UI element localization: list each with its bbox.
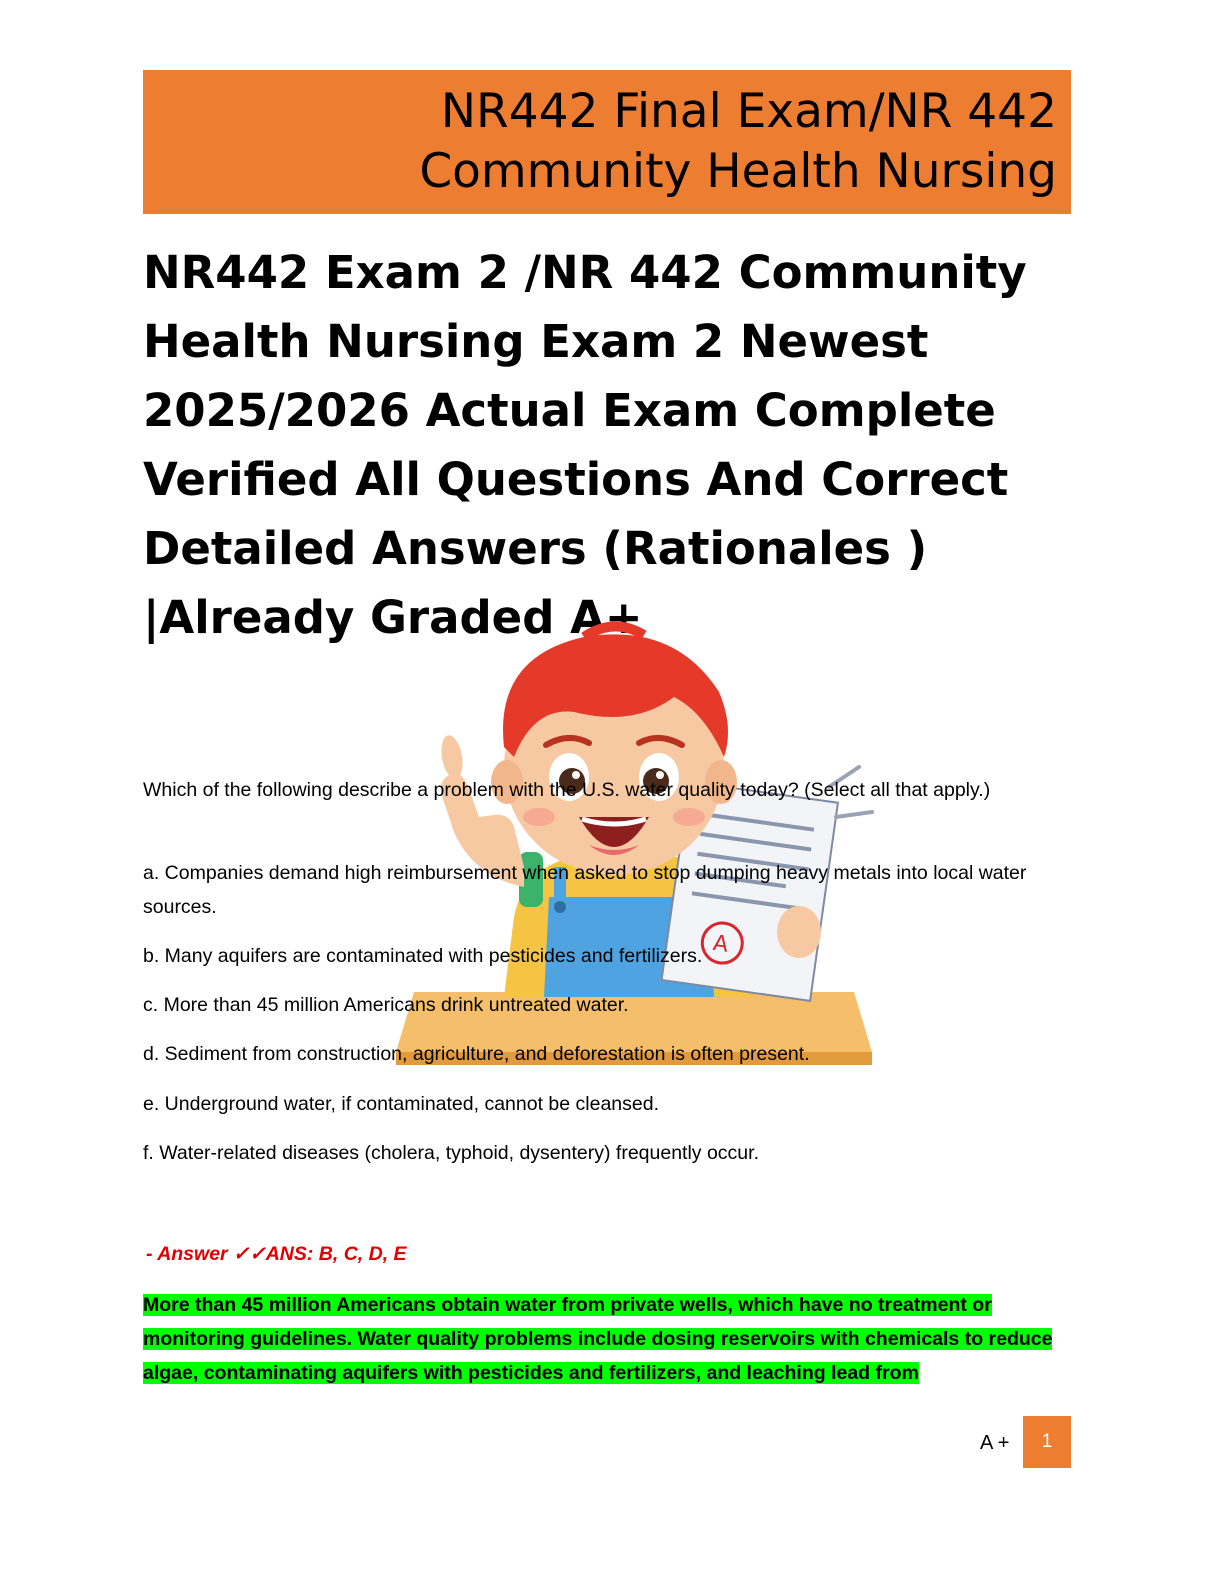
option-f: f. Water-related diseases (cholera, typhoid, dysentery) frequently occur. — [143, 1142, 759, 1164]
banner-title-line-1: NR442 Final Exam/NR 442 — [440, 84, 1057, 139]
title-line: Detailed Answers (Rationales ) — [143, 522, 928, 575]
page-number: 1 — [1041, 1431, 1053, 1452]
option-e: e. Underground water, if contaminated, cannot be cleansed. — [143, 1093, 659, 1115]
question-text: Which of the following describe a problem with the U.S. water quality today? (Select all that apply.) — [143, 779, 991, 801]
document-title — [143, 238, 1083, 652]
title-line: |Already Graded A+ — [143, 591, 643, 644]
option-b: b. Many aquifers are contaminated with pesticides and fertilizers. — [143, 945, 703, 967]
answer-key: - Answer ✓✓ANS: B, C, D, E — [146, 1243, 407, 1265]
title-line: Verified All Questions And Correct — [143, 453, 1009, 506]
footer-grade-label: A + — [980, 1432, 1010, 1454]
title-line: 2025/2026 Actual Exam Complete — [143, 384, 996, 437]
header-banner — [143, 70, 1071, 214]
title-line: NR442 Exam 2 /NR 442 Community — [143, 246, 1027, 299]
option-d: d. Sediment from construction, agriculture, and deforestation is often present. — [143, 1043, 810, 1065]
rationale-highlighted-text: More than 45 million Americans obtain water from private wells, which have no treatment or monitoring guidelines. Water quality problems include dosing reservoirs with chemicals to reduce algae, contaminating aquifers with pesticides and fertilizers, and leaching lead from — [143, 1294, 1053, 1384]
page-number-badge — [1023, 1416, 1071, 1468]
option-a: a. Companies demand high reimbursement when asked to stop dumping heavy metals into local water sources. — [143, 862, 1027, 918]
rationale-paragraph — [143, 1288, 1073, 1390]
title-line: Health Nursing Exam 2 Newest — [143, 315, 929, 368]
svg-text:A: A — [711, 930, 730, 958]
banner-title-line-2: Community Health Nursing — [419, 144, 1057, 199]
option-c: c. More than 45 million Americans drink untreated water. — [143, 994, 629, 1016]
